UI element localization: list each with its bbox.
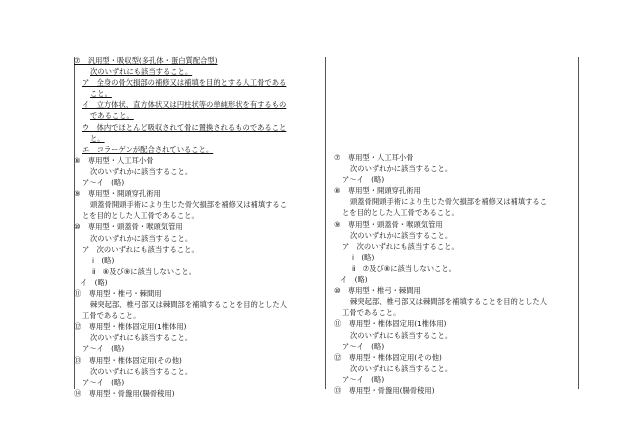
text-line: とを目的とした人工骨であること。 bbox=[82, 211, 199, 221]
text-line: ⑪ 専用型・椎体固定用(1椎体用) bbox=[334, 319, 447, 329]
text-line: ⑪ 専用型・椎弓・棘間用 bbox=[74, 288, 162, 298]
right-border-line bbox=[578, 57, 579, 389]
text-line: 棘突起部、椎弓部又は棘間部を補填することを目的とした人 bbox=[90, 300, 288, 310]
text-line: ア 次のいずれにも該当すること。 bbox=[342, 241, 459, 251]
text-line: ア～イ (略) bbox=[342, 374, 385, 384]
text-line: ⑫ 専用型・椎体固定用(その他) bbox=[334, 352, 442, 362]
text-line: イ (略) bbox=[80, 277, 108, 287]
text-line: ⑨ 専用型・頭蓋骨・喉頭気管用 bbox=[334, 219, 443, 229]
text-line: ア～イ (略) bbox=[82, 178, 125, 188]
text-line: イ (略) bbox=[340, 275, 368, 285]
text-line: ⑬ 専用型・椎体固定用(その他) bbox=[74, 355, 182, 365]
center-divider-line bbox=[325, 57, 326, 389]
text-line: 次のいずれかに該当すること。 bbox=[90, 233, 193, 243]
text-line: 次のいずれにも該当すること。 bbox=[90, 366, 193, 376]
text-line: ⑩ 専用型・椎弓・棘間用 bbox=[334, 286, 421, 296]
text-line: 工骨であること。 bbox=[342, 308, 401, 318]
text-line: ⅱ ⑧及び⑨に該当しないこと。 bbox=[92, 266, 196, 276]
text-line: ⑫ 専用型・椎体固定用(1椎体用) bbox=[74, 322, 187, 332]
left-column-revised-text bbox=[74, 55, 316, 399]
text-line: 次のいずれにも該当すること。 bbox=[90, 67, 193, 77]
text-line: ア～イ (略) bbox=[342, 341, 385, 351]
text-line: ⑭ 専用型・骨盤用(腸骨稜用) bbox=[74, 388, 175, 398]
text-line: ウ 体内でほとんど吸収されて骨に置換されるものであること bbox=[82, 122, 287, 132]
text-line: エ コラーゲンが配合されていること。 bbox=[82, 144, 214, 154]
text-line: 次のいずれかに該当すること。 bbox=[90, 166, 193, 176]
text-line: イ 立方体状、直方体状又は円柱状等の単純形状を有するもの bbox=[82, 100, 287, 110]
text-line: ア 次のいずれにも該当すること。 bbox=[82, 244, 199, 254]
text-line: ⑧ 専用型・開頭穿孔術用 bbox=[334, 186, 421, 196]
text-line: 次のいずれかに該当すること。 bbox=[350, 164, 453, 174]
text-line: とを目的とした人工骨であること。 bbox=[342, 208, 459, 218]
text-line: ⑨ 専用型・開頭穿孔術用 bbox=[74, 189, 161, 199]
text-line: 次のいずれにも該当すること。 bbox=[350, 330, 453, 340]
text-line: こと。 bbox=[90, 89, 112, 99]
text-line: ⑧ 専用型・人工耳小骨 bbox=[74, 155, 154, 165]
right-column-current-text bbox=[334, 152, 574, 396]
text-line: ⅱ ⑦及び⑧に該当しないこと。 bbox=[352, 263, 456, 273]
text-line: ア 全身の骨欠損部の補修又は補填を目的とする人工骨である bbox=[82, 78, 287, 88]
text-line: 棘突起部、椎弓部又は棘間部を補填することを目的とした人 bbox=[350, 297, 548, 307]
text-line: ⅰ (略) bbox=[352, 252, 375, 262]
text-line: であること。 bbox=[90, 111, 134, 121]
text-line: ⑬ 専用型・骨盤用(腸骨稜用) bbox=[334, 385, 435, 395]
text-line: ⅰ (略) bbox=[92, 255, 115, 265]
text-line: 頭蓋骨開頭手術により生じた骨欠損部を補修又は補填するこ bbox=[90, 200, 288, 210]
text-line: 次のいずれかに該当すること。 bbox=[350, 230, 453, 240]
text-line: 次のいずれにも該当すること。 bbox=[90, 333, 193, 343]
text-line: ア～イ (略) bbox=[342, 175, 385, 185]
text-line: と。 bbox=[90, 133, 105, 143]
text-line: 次のいずれにも該当すること。 bbox=[350, 363, 453, 373]
text-line: ⑦ 汎用型・吸収型(多孔体・蛋白質配合型) bbox=[74, 56, 218, 65]
text-line: ア～イ (略) bbox=[82, 344, 125, 354]
text-line: ア～イ (略) bbox=[82, 377, 125, 387]
text-line: ⑦ 専用型・人工耳小骨 bbox=[334, 153, 414, 162]
text-line: 頭蓋骨開頭手術により生じた骨欠損部を補修又は補填するこ bbox=[350, 197, 548, 207]
text-line: ⑩ 専用型・頭蓋骨・喉頭気管用 bbox=[74, 222, 183, 232]
text-line: 工骨であること。 bbox=[82, 311, 141, 321]
